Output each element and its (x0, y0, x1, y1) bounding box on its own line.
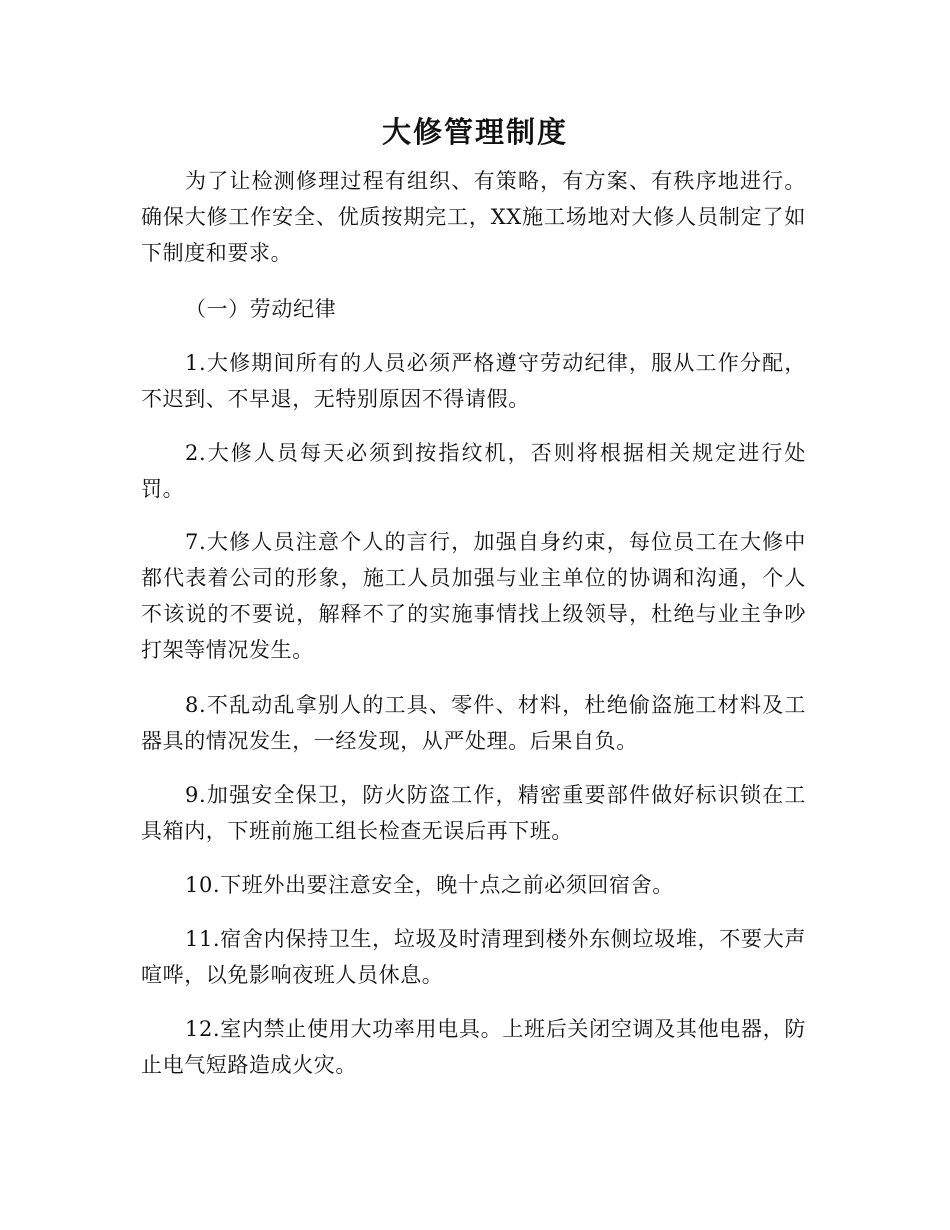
rule-item: 10.下班外出要注意安全，晚十点之前必须回宿舍。 (185, 873, 674, 897)
intro-paragraph: 为了让检测修理过程有组织、有策略，有方案、有秩序地进行。确保大修工作安全、优质按期完工，XX施工场地对大修人员制定了如下制度和要求。 (141, 169, 806, 265)
rule-item: 11.宿舍内保持卫生，垃圾及时清理到楼外东侧垃圾堆，不要大声喧哗，以免影响夜班人员休息。 (141, 927, 806, 987)
rule-item: 2.大修人员每天必须到按指纹机，否则将根据相关规定进行处罚。 (141, 441, 806, 501)
rule-item: 1.大修期间所有的人员必须严格遵守劳动纪律，服从工作分配，不迟到、不早退，无特别原因不得请假。 (141, 351, 806, 411)
rule-item: 7.大修人员注意个人的言行，加强自身约束，每位员工在大修中都代表着公司的形象，施工人员加强与业主单位的协调和沟通，个人不该说的不要说，解释不了的实施事情找上级领导，杜绝与业主争吵打架等情况发生。 (141, 530, 806, 662)
document-title: 大修管理制度 (381, 115, 568, 149)
rule-item: 9.加强安全保卫，防火防盗工作，精密重要部件做好标识锁在工具箱内，下班前施工组长检查无误后再下班。 (141, 783, 806, 843)
section-heading: （一）劳动纪律 (185, 297, 337, 321)
rule-item: 12.室内禁止使用大功率用电具。上班后关闭空调及其他电器，防止电气短路造成火灾。 (141, 1017, 806, 1077)
rule-item: 8.不乱动乱拿别人的工具、零件、材料，杜绝偷盗施工材料及工器具的情况发生，一经发现，从严处理。后果自负。 (141, 693, 806, 753)
